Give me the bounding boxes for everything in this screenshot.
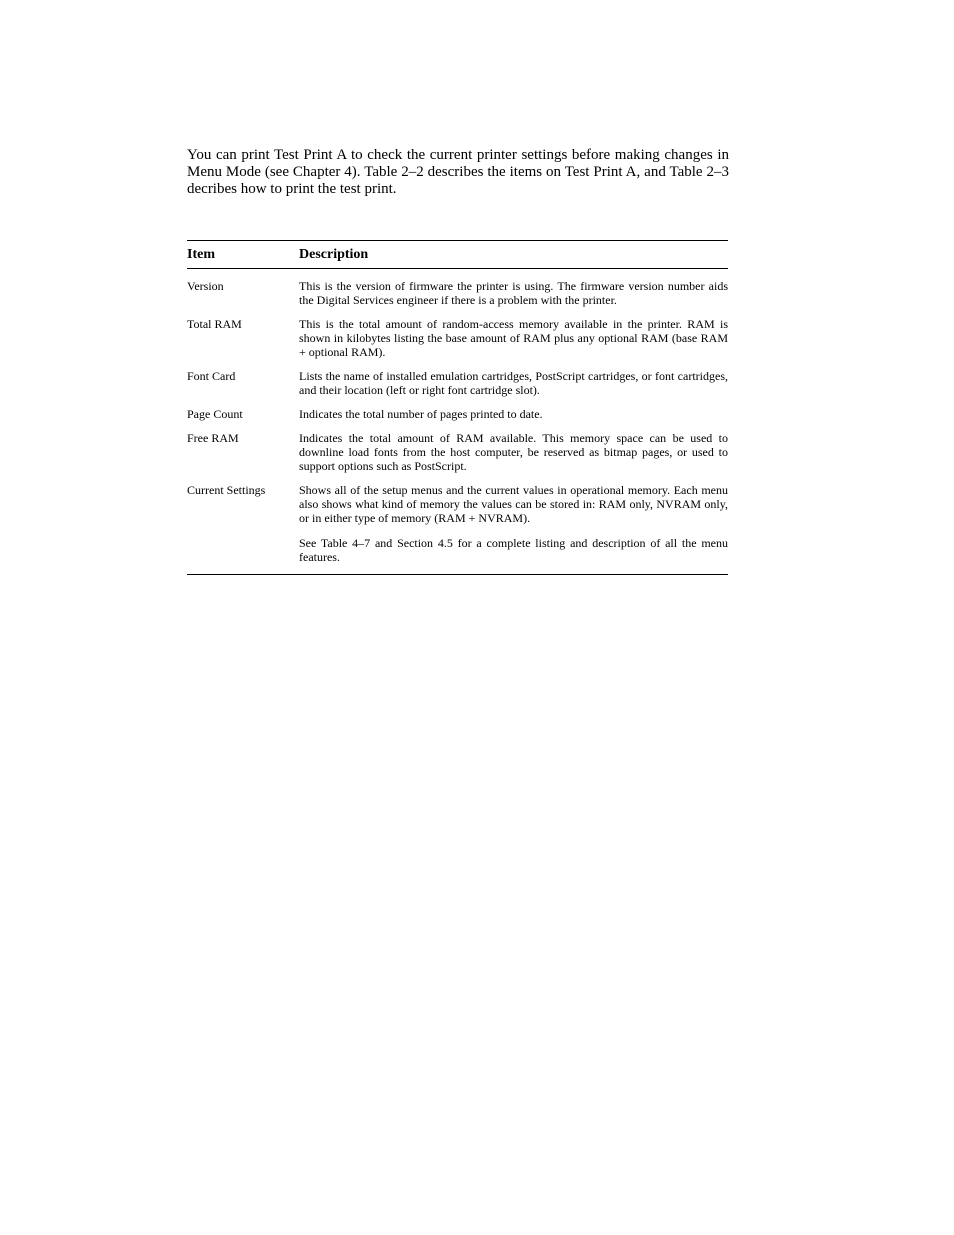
row-item: Free RAM (187, 431, 239, 445)
table-header-row (187, 241, 728, 269)
row-description (299, 431, 728, 483)
row-item: Page Count (187, 407, 243, 421)
row-description-text: This is the total amount of random-access memory available in the printer. RAM is shown in kilobytes listing the base amount of RAM plus any optional RAM (base RAM + optional RAM). (299, 317, 728, 359)
table-row (187, 269, 728, 318)
header-item: Item (187, 246, 215, 262)
table-header (187, 241, 728, 269)
row-item: Font Card (187, 369, 236, 383)
row-description-text: Indicates the total amount of RAM available. This memory space can be used to downline load fonts from the host computer, be reserved as bitmap pages, or used to support options such as PostScript. (299, 431, 728, 473)
row-item: Total RAM (187, 317, 242, 331)
row-description (299, 269, 728, 318)
table-row (187, 317, 728, 369)
row-description (299, 317, 728, 369)
table-row (187, 369, 728, 407)
row-description-text: Shows all of the setup menus and the current values in operational memory. Each menu also shows what kind of memory the values can be stored in: RAM only, NVRAM only, or in either type of memory (RAM + NVRAM). (299, 483, 728, 525)
test-print-items-table (187, 240, 728, 575)
row-item: Current Settings (187, 483, 266, 497)
intro-paragraph: You can print Test Print A to check the current printer settings before making changes in Menu Mode (see Chapter 4). Table 2–2 describes the items on Test Print A, and Table 2–3 decribes how to print the test print. (187, 147, 729, 197)
table-row (187, 431, 728, 483)
table-row (187, 407, 728, 431)
row-description-text: Indicates the total number of pages printed to date. (299, 407, 543, 421)
row-item: Version (187, 279, 224, 293)
table-body (187, 269, 728, 575)
header-description: Description (299, 246, 369, 262)
row-description (299, 407, 728, 431)
row-description-text: This is the version of firmware the printer is using. The firmware version number aids the Digital Services engineer if there is a problem with the printer. (299, 279, 728, 307)
items-table (187, 240, 728, 575)
row-description (299, 483, 728, 575)
row-description (299, 369, 728, 407)
row-description-note: See Table 4–7 and Section 4.5 for a complete listing and description of all the menu features. (299, 536, 728, 564)
table-row (187, 483, 728, 575)
row-description-text: Lists the name of installed emulation cartridges, PostScript cartridges, or font cartridges, and their location (left or right font cartridge slot). (299, 369, 728, 397)
